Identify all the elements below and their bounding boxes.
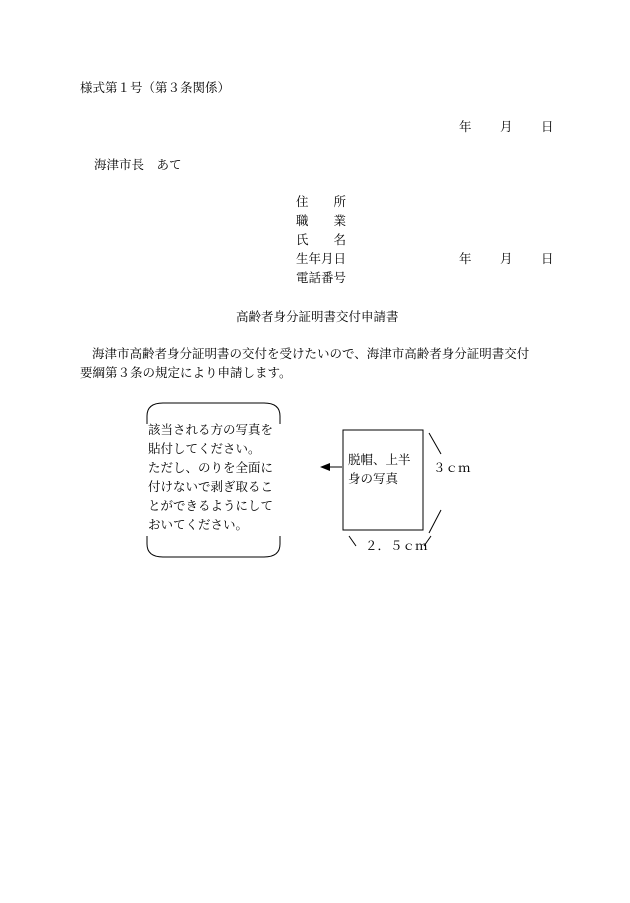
birth-month-label: 月 [500, 251, 513, 266]
photo-note-line: 貼付してください。 [148, 441, 261, 456]
name-label: 氏 名 [296, 232, 347, 247]
photo-note-line: おいてください。 [148, 517, 249, 532]
address-label: 住 所 [296, 194, 347, 209]
photo-width-label: ２．５ｃｍ [365, 538, 428, 553]
width-dimension-left [349, 536, 356, 546]
phone-label: 電話番号 [296, 270, 347, 285]
photo-box-text-line-2: 身の写真 [348, 471, 399, 486]
date-day-label: 日 [541, 119, 554, 134]
photo-note-line: 該当される方の写真を [148, 422, 274, 437]
birthdate-label: 生年月日 [296, 251, 347, 266]
height-dimension-top [429, 433, 441, 454]
photo-note-line: ただし、のりを全面に [148, 460, 274, 475]
photo-note-line: とができるようにして [148, 498, 274, 513]
occupation-label: 職 業 [296, 213, 347, 228]
birth-year-label: 年 [459, 251, 472, 266]
height-dimension-bottom [429, 510, 441, 533]
date-month-label: 月 [500, 119, 513, 134]
note-bracket-bottom [147, 536, 280, 557]
photo-height-label: ３ｃｍ [433, 460, 471, 475]
addressee: 海津市長 あて [94, 157, 182, 172]
document-title: 高齢者身分証明書交付申請書 [236, 309, 399, 324]
photo-note-line: 付けないで剥ぎ取るこ [148, 479, 274, 494]
birth-day-label: 日 [541, 251, 554, 266]
body-text-line-1: 海津市高齢者身分証明書の交付を受けたいので、海津市高齢者身分証明書交付 [92, 346, 530, 361]
form-number: 様式第１号（第３条関係） [80, 80, 231, 95]
note-bracket-top [147, 403, 280, 424]
date-year-label: 年 [459, 119, 472, 134]
body-text-line-2: 要綱第３条の規定により申請します。 [80, 365, 292, 380]
arrow-head [320, 463, 330, 471]
photo-box-text-line-1: 脱帽、上半 [348, 452, 411, 467]
